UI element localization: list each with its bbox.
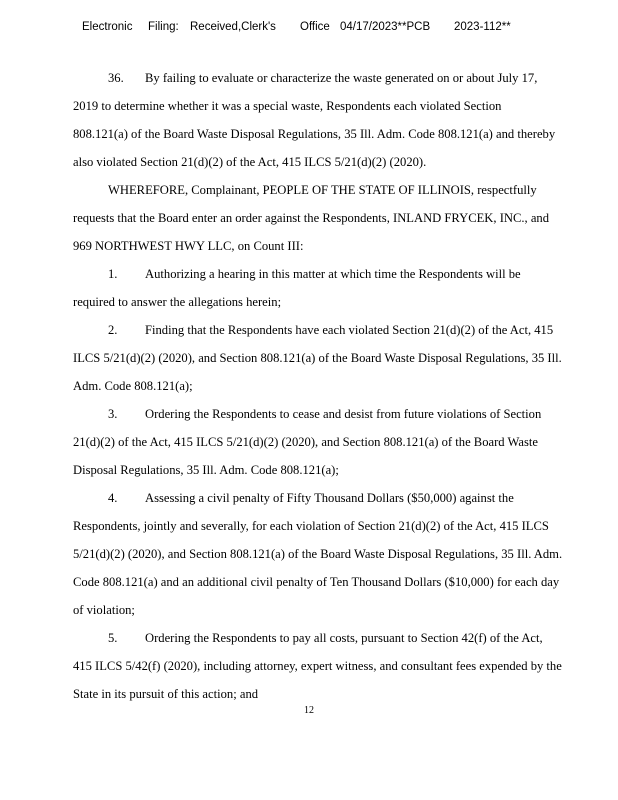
item-line: Respondents, jointly and severally, for each violation of Section 21(d)(2) of the Act, 415 ILCS xyxy=(73,519,549,533)
item-line: Authorizing a hearing in this matter at which time the Respondents will be xyxy=(145,267,521,281)
item-line: required to answer the allegations herein; xyxy=(73,295,282,309)
item-number: 1. xyxy=(108,267,118,281)
header-office: Office xyxy=(300,21,330,33)
header-received: Received,Clerk's xyxy=(190,21,276,33)
item-line: Assessing a civil penalty of Fifty Thousand Dollars ($50,000) against the xyxy=(145,491,514,505)
paragraph-36-line-3: 808.121(a) of the Board Waste Disposal Regulations, 35 Ill. Adm. Code 808.121(a) and thereby xyxy=(73,127,556,141)
item-number: 5. xyxy=(108,631,118,645)
wherefore-line-1: WHEREFORE, Complainant, PEOPLE OF THE STATE OF ILLINOIS, respectfully xyxy=(108,183,537,197)
paragraph-36-line-1: By failing to evaluate or characterize the waste generated on or about July 17, xyxy=(145,71,538,85)
item-line: Code 808.121(a) and an additional civil penalty of Ten Thousand Dollars ($10,000) for each day xyxy=(73,575,560,589)
page-number: 12 xyxy=(304,705,314,716)
item-line: Disposal Regulations, 35 Ill. Adm. Code 808.121(a); xyxy=(73,463,339,477)
item-line: Ordering the Respondents to pay all costs, pursuant to Section 42(f) of the Act, xyxy=(145,631,543,645)
item-line: Ordering the Respondents to cease and desist from future violations of Section xyxy=(145,407,542,421)
item-line: State in its pursuit of this action; and xyxy=(73,687,259,701)
item-number: 4. xyxy=(108,491,118,505)
header-filing: Filing: xyxy=(148,21,179,33)
header-date: 04/17/2023**PCB xyxy=(340,21,431,33)
paragraph-36-number: 36. xyxy=(108,71,124,85)
header-electronic: Electronic xyxy=(82,21,133,33)
item-line: of violation; xyxy=(73,603,135,617)
paragraph-36-line-2: 2019 to determine whether it was a special waste, Respondents each violated Section xyxy=(73,99,502,113)
paragraph-36-line-4: also violated Section 21(d)(2) of the Act, 415 ILCS 5/21(d)(2) (2020). xyxy=(73,155,427,169)
item-line: Adm. Code 808.121(a); xyxy=(73,379,193,393)
header-docket: 2023-112** xyxy=(454,21,511,33)
wherefore-line-2: requests that the Board enter an order against the Respondents, INLAND FRYCEK, INC., and xyxy=(73,211,550,225)
item-line: 415 ILCS 5/42(f) (2020), including attorney, expert witness, and consultant fees expended by the xyxy=(73,659,562,673)
item-number: 2. xyxy=(108,323,118,337)
item-line: 21(d)(2) of the Act, 415 ILCS 5/21(d)(2) (2020), and Section 808.121(a) of the Board Waste xyxy=(73,435,538,449)
item-line: ILCS 5/21(d)(2) (2020), and Section 808.121(a) of the Board Waste Disposal Regulations, 35 Ill. xyxy=(73,351,562,365)
item-line: 5/21(d)(2) (2020), and Section 808.121(a) of the Board Waste Disposal Regulations, 35 Ill. Adm. xyxy=(73,547,563,561)
wherefore-line-3: 969 NORTHWEST HWY LLC, on Count III: xyxy=(73,239,304,253)
item-line: Finding that the Respondents have each violated Section 21(d)(2) of the Act, 415 xyxy=(145,323,554,337)
item-number: 3. xyxy=(108,407,118,421)
